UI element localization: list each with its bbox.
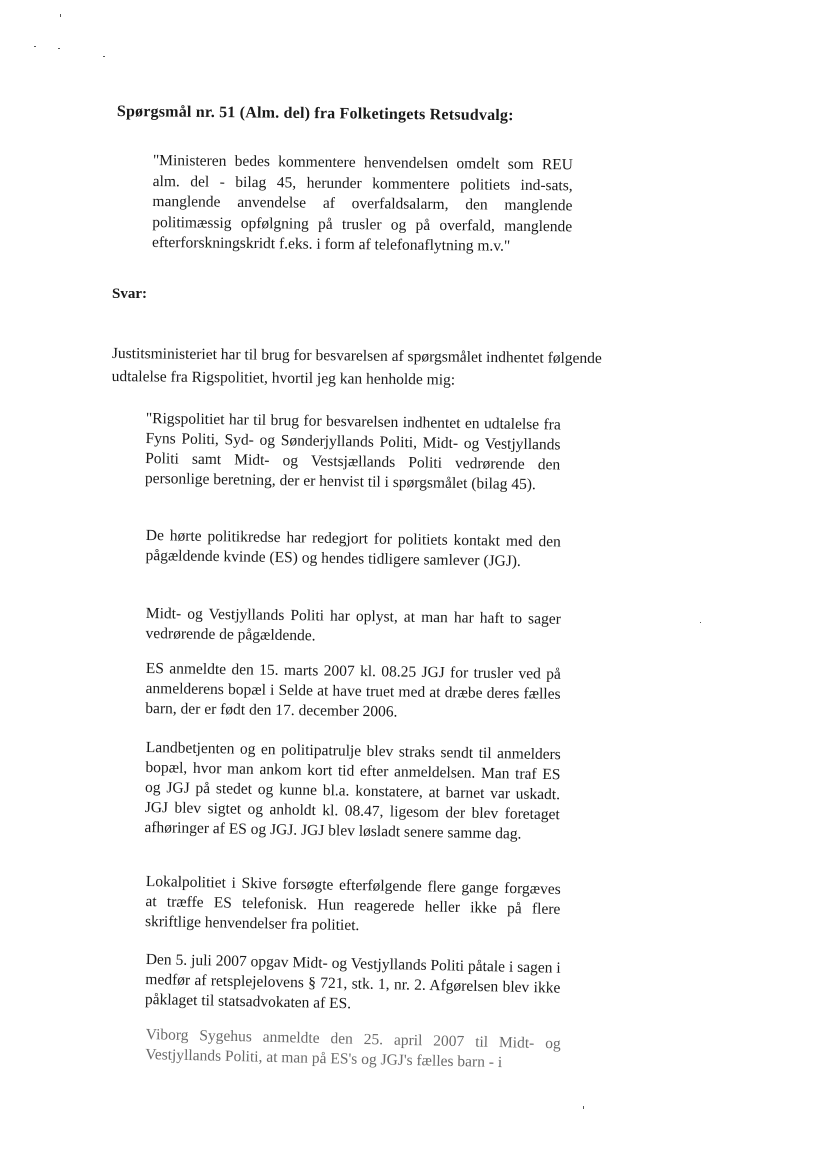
question-heading: Spørgsmål nr. 51 (Alm. del) fra Folketingets Retsudvalg: (116, 103, 514, 125)
statement-paragraph: Midt- og Vestjyllands Politi har oplyst, at man har haft to sager vedrørende de pågældende. (145, 604, 561, 645)
scan-speck (700, 622, 701, 623)
statement-paragraph: "Rigspolitiet har til brug for besvarelsen indhentet en udtalelse fra Fyns Politi, Syd- og Sønderjyllands Politi, Midt- og Vestjyllands Politi samt Midt- og Vestsjællands Politi vedrørende den personlige beretning, der er henvist til i spørgsmålet (bilag 45). (144, 409, 561, 494)
scan-speck (103, 56, 105, 57)
statement-paragraph: Lokalpolitiet i Skive forsøgte efterfølgende flere gange forgæves at træffe ES telefonisk. Hun reagerede heller ikke på flere skriftlige henvendelser fra politiet. (144, 872, 561, 935)
statement-paragraph: Den 5. juli 2007 opgav Midt- og Vestjyllands Politi påtale i sagen i medfør af retsplejelovens § 721, stk. 1, nr. 2. Afgørelsen blev ikke påklaget til statsadvokaten af ES. (144, 950, 561, 1013)
scan-speck (60, 14, 61, 17)
scan-speck (583, 1106, 584, 1109)
statement-paragraph: ES anmeldte den 15. marts 2007 kl. 08.25 JGJ for trusler ved på anmelderens bopæl i Selde at have truet med at dræbe deres fælles barn, der er født den 17. december 2006. (145, 659, 561, 721)
statement-paragraph: Landbetjenten og en politipatrulje blev straks sendt til anmelders bopæl, hvor man ankom kort tid efter anmeldelsen. Man traf ES og JGJ på stedet og kunne bl.a. konstatere, at barnet var uskadt. JGJ blev sigtet og anholdt kl. 08.47, ligesom der blev foretaget afhøringer af ES og JGJ. JGJ blev løsladt senere samme dag. (144, 738, 561, 843)
scan-speck (58, 48, 60, 49)
statement-paragraph: Viborg Sygehus anmeldte den 25. april 2007 til Midt- og Vestjyllands Politi, at man på ES's og JGJ's fælles barn - i (145, 1025, 561, 1072)
scan-speck (34, 46, 36, 47)
answer-label: Svar: (112, 286, 147, 302)
statement-paragraph: De hørte politikredse har redegjort for politiets kontakt med den pågældende kvinde (ES) og hendes tidligere samlever (JGJ). (145, 526, 561, 570)
question-text: "Ministeren bedes kommentere henvendelsen omdelt som REU alm. del - bilag 45, herunder kommentere politiets ind-sats, manglende anvendelse af overfaldsalarm, den manglende politimæssig opfølgning på trusler og på overfald, manglende efterforskningskridt f.eks. i form af telefonaflytning m.v." (151, 151, 573, 255)
answer-intro: Justitsministeriet har til brug for besvarelsen af spørgsmålet indhentet følgende udtalelse fra Rigspolitiet, hvortil jeg kan henholde mig: (111, 344, 602, 389)
